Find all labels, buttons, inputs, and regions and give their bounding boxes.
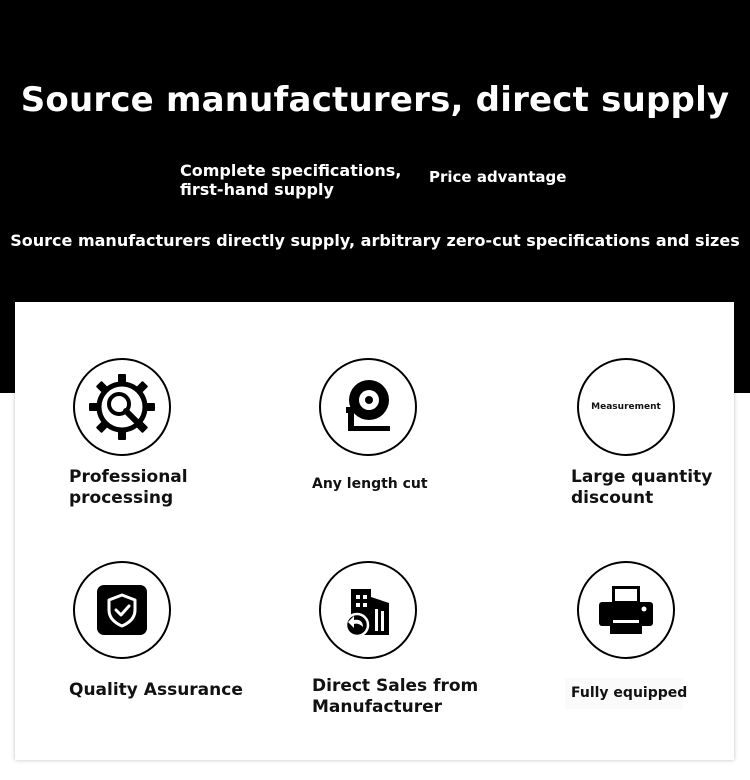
printer-icon bbox=[596, 580, 656, 640]
factory-building-icon bbox=[337, 579, 399, 641]
feature-icon-professional-processing bbox=[73, 358, 171, 456]
feature-label: Direct Sales from Manufacturer bbox=[312, 676, 479, 717]
feature-label: Any length cut bbox=[312, 476, 428, 492]
tag-specifications: Complete specifications, first-hand supply bbox=[180, 161, 402, 199]
feature-label: Quality Assurance bbox=[69, 680, 243, 700]
measurement-icon: Measurement bbox=[591, 402, 661, 412]
feature-icon-fully-equipped bbox=[577, 561, 675, 659]
feature-label: Fully equipped bbox=[571, 685, 688, 701]
cutting-saw-icon bbox=[336, 375, 400, 439]
feature-label: Large quantity discount bbox=[571, 467, 713, 508]
hero-title: Source manufacturers, direct supply bbox=[20, 80, 730, 120]
tag-price-advantage: Price advantage bbox=[429, 168, 567, 186]
feature-icon-large-quantity-discount bbox=[577, 358, 675, 456]
feature-icon-direct-sales bbox=[319, 561, 417, 659]
feature-label: Professional processing bbox=[69, 467, 188, 508]
feature-icon-quality-assurance bbox=[73, 561, 171, 659]
shield-check-icon bbox=[95, 583, 149, 637]
feature-icon-any-length-cut bbox=[319, 358, 417, 456]
hero-subtitle: Source manufacturers directly supply, arbitrary zero-cut specifications and sizes bbox=[10, 231, 740, 250]
gear-magnifier-icon bbox=[87, 372, 157, 442]
